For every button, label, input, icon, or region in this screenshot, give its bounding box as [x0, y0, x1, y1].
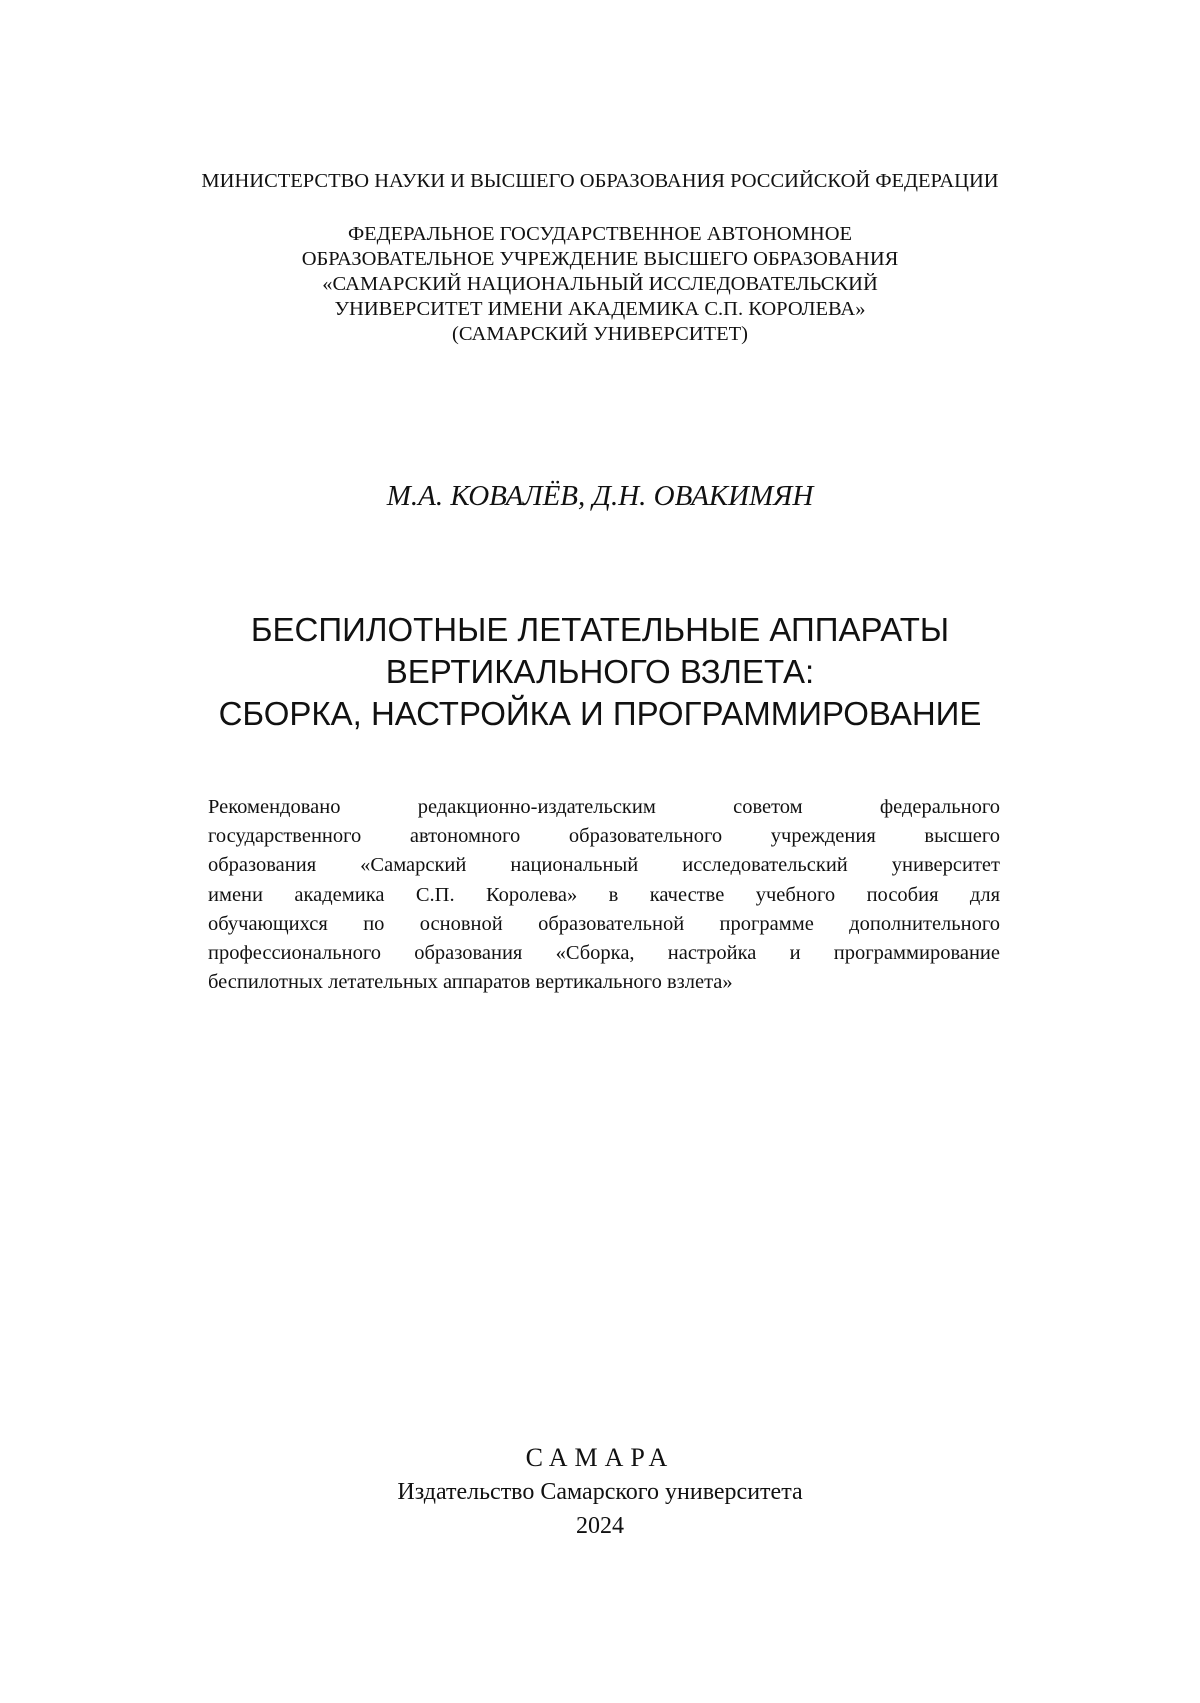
recommendation-line: Рекомендовано редакционно-издательским советом федерального — [208, 796, 1000, 818]
institution-line: ОБРАЗОВАТЕЛЬНОЕ УЧРЕЖДЕНИЕ ВЫСШЕГО ОБРАЗОВАНИЯ — [301, 248, 899, 270]
book-title — [0, 609, 1200, 735]
imprint-block — [0, 1441, 1200, 1543]
recommendation-line: профессионального образования «Сборка, настройка и программирование — [208, 942, 1000, 965]
institution-block — [0, 222, 1200, 347]
year: 2024 — [576, 1513, 624, 1539]
recommendation-line: государственного автономного образовательного учреждения высшего — [208, 825, 1000, 848]
recommendation-line: беспилотных летательных аппаратов вертикального взлета» — [208, 971, 733, 994]
recommendation-line: обучающихся по основной образовательной программе дополнительного — [208, 912, 1000, 935]
title-line: ВЕРТИКАЛЬНОГО ВЗЛЕТА: — [385, 653, 815, 690]
title-line: СБОРКА, НАСТРОЙКА И ПРОГРАММИРОВАНИЕ — [218, 695, 982, 732]
institution-line: ФЕДЕРАЛЬНОЕ ГОСУДАРСТВЕННОЕ АВТОНОМНОЕ — [347, 223, 853, 245]
title-line: БЕСПИЛОТНЫЕ ЛЕТАТЕЛЬНЫЕ АППАРАТЫ — [250, 611, 950, 648]
publisher: Издательство Самарского университета — [397, 1479, 803, 1505]
authors: М.А. КОВАЛЁВ, Д.Н. ОВАКИМЯН — [386, 480, 814, 512]
recommendation-line: образования «Самарский национальный исследовательский университет — [208, 854, 1000, 877]
city: САМАРА — [525, 1443, 675, 1472]
institution-line: УНИВЕРСИТЕТ ИМЕНИ АКАДЕМИКА С.П. КОРОЛЕВА» — [334, 298, 866, 320]
institution-line: «САМАРСКИЙ НАЦИОНАЛЬНЫЙ ИССЛЕДОВАТЕЛЬСКИЙ — [322, 273, 878, 295]
recommendation-paragraph — [208, 793, 1000, 997]
recommendation-line: имени академика С.П. Королева» в качестве учебного пособия для — [208, 883, 1000, 906]
ministry-heading: МИНИСТЕРСТВО НАУКИ И ВЫСШЕГО ОБРАЗОВАНИЯ РОССИЙСКОЙ ФЕДЕРАЦИИ — [201, 170, 999, 192]
institution-line: (САМАРСКИЙ УНИВЕРСИТЕТ) — [452, 323, 748, 345]
